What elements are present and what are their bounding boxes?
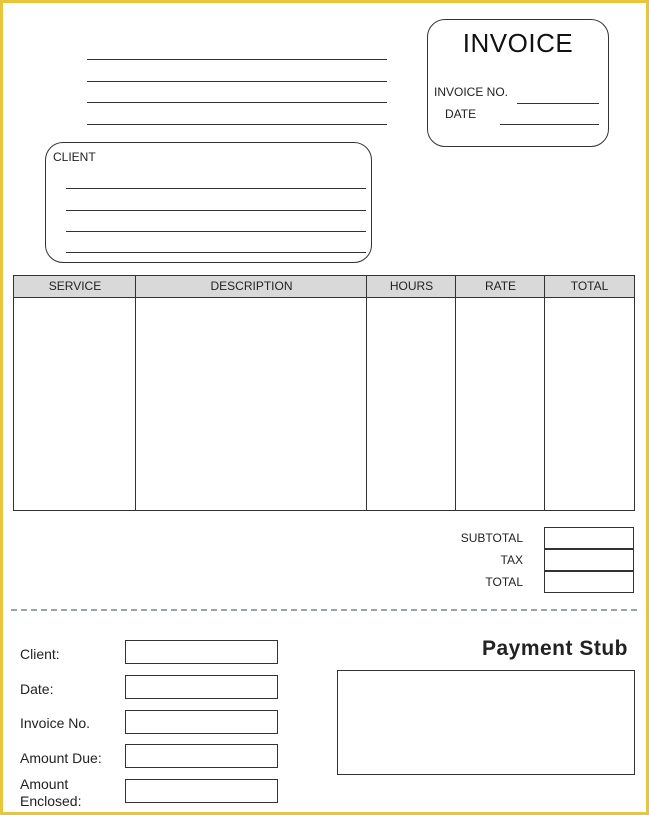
stub-notes-box[interactable] [337, 670, 635, 775]
invoice-no-field[interactable] [517, 103, 599, 104]
stub-amount-enclosed-label-1: Amount [20, 776, 69, 792]
sender-line-3[interactable] [87, 102, 387, 103]
col-divider-3 [455, 276, 456, 510]
table-header [14, 276, 634, 298]
items-table [13, 275, 635, 511]
col-hours: HOURS [389, 279, 434, 293]
total-label: TOTAL [485, 575, 523, 589]
date-label: DATE [445, 107, 477, 121]
total-field[interactable] [544, 571, 634, 593]
stub-amount-enclosed-label-2: Enclosed: [20, 793, 82, 809]
col-service: SERVICE [48, 279, 102, 293]
col-description: DESCRIPTION [210, 279, 293, 293]
subtotal-field[interactable] [544, 527, 634, 549]
sender-line-2[interactable] [87, 81, 387, 82]
col-rate: RATE [484, 279, 517, 293]
cut-line-divider [11, 609, 637, 611]
col-divider-2 [366, 276, 367, 510]
sender-line-1[interactable] [87, 59, 387, 60]
payment-stub-title: Payment Stub [481, 637, 628, 660]
stub-date-field[interactable] [125, 675, 278, 699]
date-field[interactable] [500, 124, 599, 125]
tax-field[interactable] [544, 549, 634, 571]
tax-label: TAX [500, 553, 523, 567]
client-line-3[interactable] [66, 231, 366, 232]
col-divider-1 [135, 276, 136, 510]
invoice-page [3, 3, 646, 812]
stub-amount-due-label: Amount Due: [20, 750, 102, 766]
invoice-info-box [427, 19, 609, 147]
client-line-1[interactable] [66, 188, 366, 189]
client-label: CLIENT [53, 150, 96, 164]
client-box [45, 142, 372, 263]
stub-amount-due-field[interactable] [125, 744, 278, 768]
sender-line-4[interactable] [87, 124, 387, 125]
stub-date-label: Date: [20, 681, 54, 697]
stub-invoice-no-field[interactable] [125, 710, 278, 734]
subtotal-label: SUBTOTAL [460, 531, 523, 545]
col-divider-4 [544, 276, 545, 510]
client-line-2[interactable] [66, 210, 366, 211]
client-line-4[interactable] [66, 252, 366, 253]
stub-amount-enclosed-field[interactable] [125, 779, 278, 803]
col-total: TOTAL [570, 279, 609, 293]
stub-invoice-no-label: Invoice No. [20, 715, 91, 731]
stub-client-field[interactable] [125, 640, 278, 664]
invoice-title: INVOICE [462, 28, 574, 58]
stub-client-label: Client: [20, 646, 60, 662]
invoice-no-label: INVOICE NO. [434, 85, 509, 99]
